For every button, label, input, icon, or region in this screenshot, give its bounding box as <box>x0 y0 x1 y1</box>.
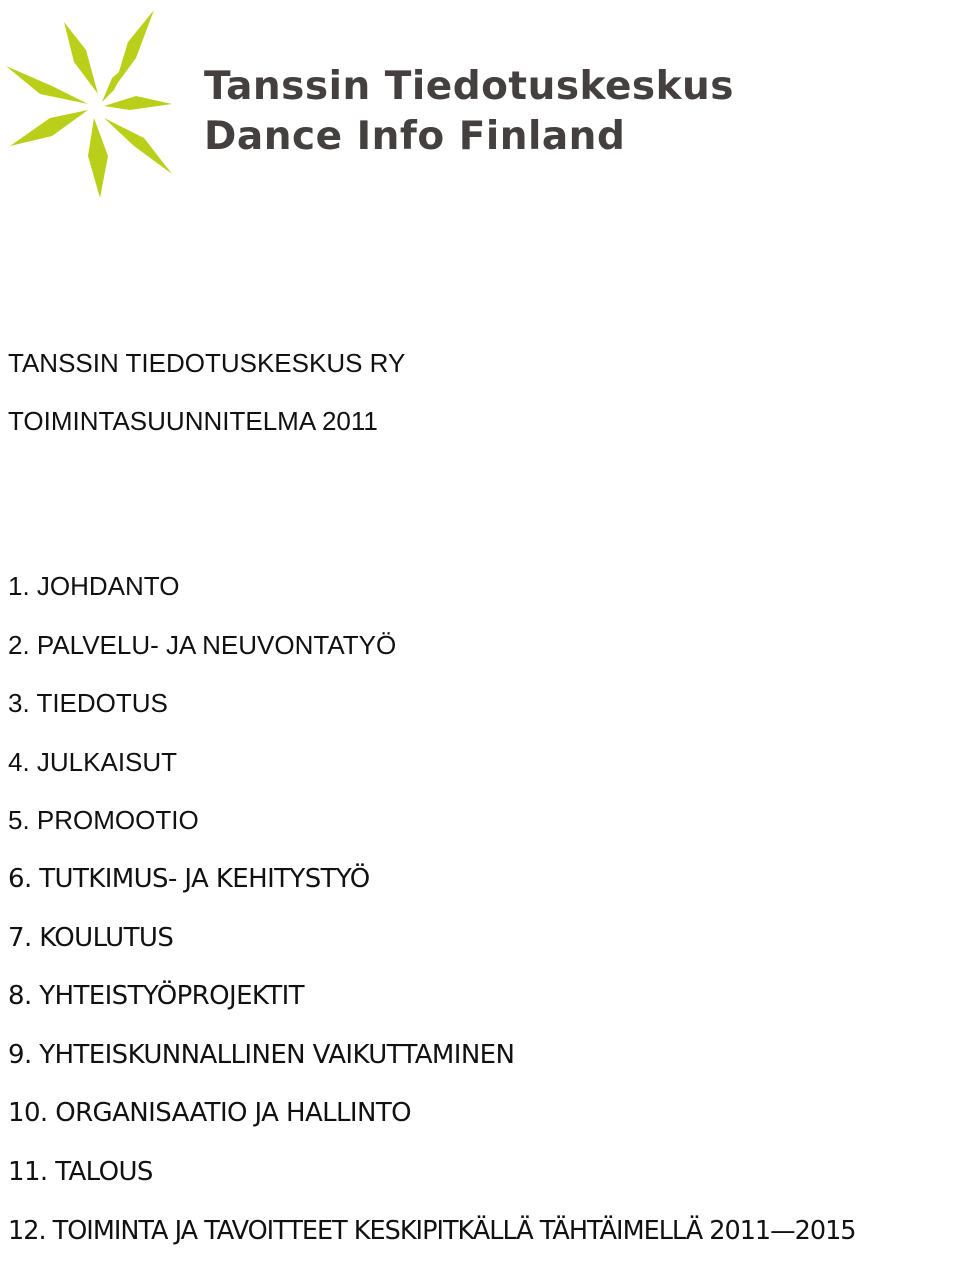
toc-item: 10. ORGANISAATIO JA HALLINTO <box>8 1098 411 1129</box>
toc-item: 8. YHTEISTYÖPROJEKTIT <box>8 981 304 1012</box>
table-of-contents <box>8 566 856 1269</box>
logo <box>0 0 780 200</box>
toc-item: 1. JOHDANTO <box>8 571 180 601</box>
organization-name: TANSSIN TIEDOTUSKESKUS RY <box>8 348 406 378</box>
toc-item: 7. KOULUTUS <box>8 922 174 953</box>
star-burst-logo-icon <box>4 6 174 198</box>
toc-item: 9. YHTEISKUNNALLINEN VAIKUTTAMINEN <box>8 1039 515 1070</box>
toc-item: 5. PROMOOTIO <box>8 805 199 836</box>
toc-item: 2. PALVELU- JA NEUVONTATYÖ <box>8 629 397 660</box>
toc-item: 11. TALOUS <box>8 1156 153 1187</box>
logo-wordmark <box>204 62 734 162</box>
logo-line-2: Dance Info Finland <box>204 114 626 159</box>
toc-item: 3. TIEDOTUS <box>8 688 168 719</box>
toc-item: 4. JULKAISUT <box>8 746 178 777</box>
logo-line-1: Tanssin Tiedotuskeskus <box>204 64 735 109</box>
document-header <box>8 334 405 450</box>
toc-item: 6. TUTKIMUS- JA KEHITYSTYÖ <box>8 863 370 894</box>
document-title: TOIMINTASUUNNITELMA 2011 <box>8 406 378 436</box>
toc-item: 12. TOIMINTA JA TAVOITTEET KESKIPITKÄLLÄ TÄHTÄIMELLÄ 2011—2015 <box>8 1215 856 1246</box>
